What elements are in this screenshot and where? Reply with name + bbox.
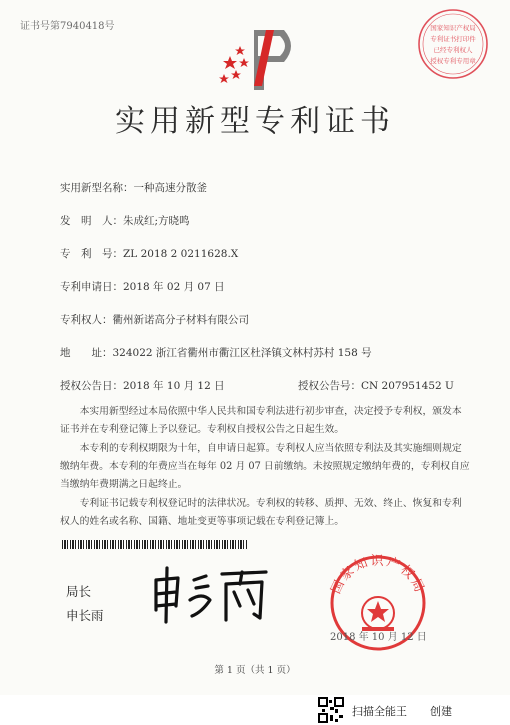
inventor-row xyxy=(60,213,190,228)
certificate-number: 证书号第7940418号 xyxy=(20,21,115,32)
application-date-label: 专利申请日： xyxy=(60,281,123,293)
cnipa-logo xyxy=(214,26,300,94)
patent-number-value: ZL 2018 2 0211628.X xyxy=(123,248,239,260)
grant-date-value: 2018 年 10 月 12 日 xyxy=(123,380,225,392)
grant-number-row xyxy=(298,378,454,393)
patent-number-label: 专 利 号： xyxy=(60,248,123,260)
grant-date-label: 授权公告日： xyxy=(60,380,123,392)
scanner-action: 创建 xyxy=(430,705,452,718)
grant-number-label: 授权公告号： xyxy=(298,380,361,392)
qr-code-icon xyxy=(318,697,344,723)
paragraph-legal-status: 专利证书记载专利权登记时的法律状况。专利权的转移、质押、无效、终止、恢复和专利权人的姓名或名称、国籍、地址变更等事项记载在专利登记簿上。 xyxy=(60,498,462,527)
top-seal-line3: 已经专利权人 xyxy=(433,46,473,54)
utility-model-name-row xyxy=(60,180,207,195)
seal-date: 2018 年 10 月 12 日 xyxy=(330,632,427,643)
barcode xyxy=(62,540,247,549)
top-seal-line1: 国家知识产权局 xyxy=(430,24,476,32)
inventor-label: 发 明 人： xyxy=(60,215,123,227)
application-date-row xyxy=(60,279,225,294)
application-date-value: 2018 年 02 月 07 日 xyxy=(123,281,225,293)
paragraph-examination: 本实用新型经过本局依照中华人民共和国专利法进行初步审查，决定授予专利权，颁发本证书并在专利登记簿上予以登记。专利权自授权公告之日起生效。 xyxy=(60,406,462,435)
address-label: 地 址： xyxy=(60,347,113,359)
patentee-value: 衢州新诺高分子材料有限公司 xyxy=(112,314,249,326)
patent-number-row xyxy=(60,246,238,261)
patentee-label: 专利权人： xyxy=(60,314,113,326)
top-right-seal xyxy=(408,5,498,83)
director-signature xyxy=(150,566,275,626)
grant-date-row xyxy=(60,378,225,393)
patentee-row xyxy=(60,312,249,327)
page-number: 第 1 页（共 1 页） xyxy=(214,665,296,676)
utility-model-name-value: 一种高速分散釜 xyxy=(133,182,207,194)
scanner-footer xyxy=(0,695,510,725)
svg-text:国家知识产权局 xyxy=(329,554,428,597)
certificate-title: 实用新型专利证书 xyxy=(115,104,395,139)
utility-model-name-label: 实用新型名称： xyxy=(60,182,134,194)
grant-number-value: CN 207951452 U xyxy=(361,380,454,392)
inventor-value: 朱成红;方晓鸣 xyxy=(123,215,190,227)
top-seal-line2: 专利证书打印件 xyxy=(430,35,476,43)
address-value: 324022 浙江省衢州市衢江区杜泽镇文林村苏村 158 号 xyxy=(112,347,372,359)
scanner-app-name: 扫描全能王 xyxy=(352,705,407,718)
director-title: 局长 xyxy=(66,584,92,599)
paragraph-term: 本专利的专利权期限为十年，自申请日起算。专利权人应当依照专利法及其实施细则规定缴纳年费。本专利的年费应当在每年 02 月 07 日前缴纳。未按照规定缴纳年费的，专利权自应当缴纳年费期满之日起终止。 xyxy=(60,443,470,490)
top-seal-line4: 授权专利专用章 xyxy=(430,57,476,65)
seal-arc-text: 国家知识产权局 xyxy=(328,554,428,597)
director-name: 申长雨 xyxy=(66,608,104,623)
address-row xyxy=(60,345,372,360)
